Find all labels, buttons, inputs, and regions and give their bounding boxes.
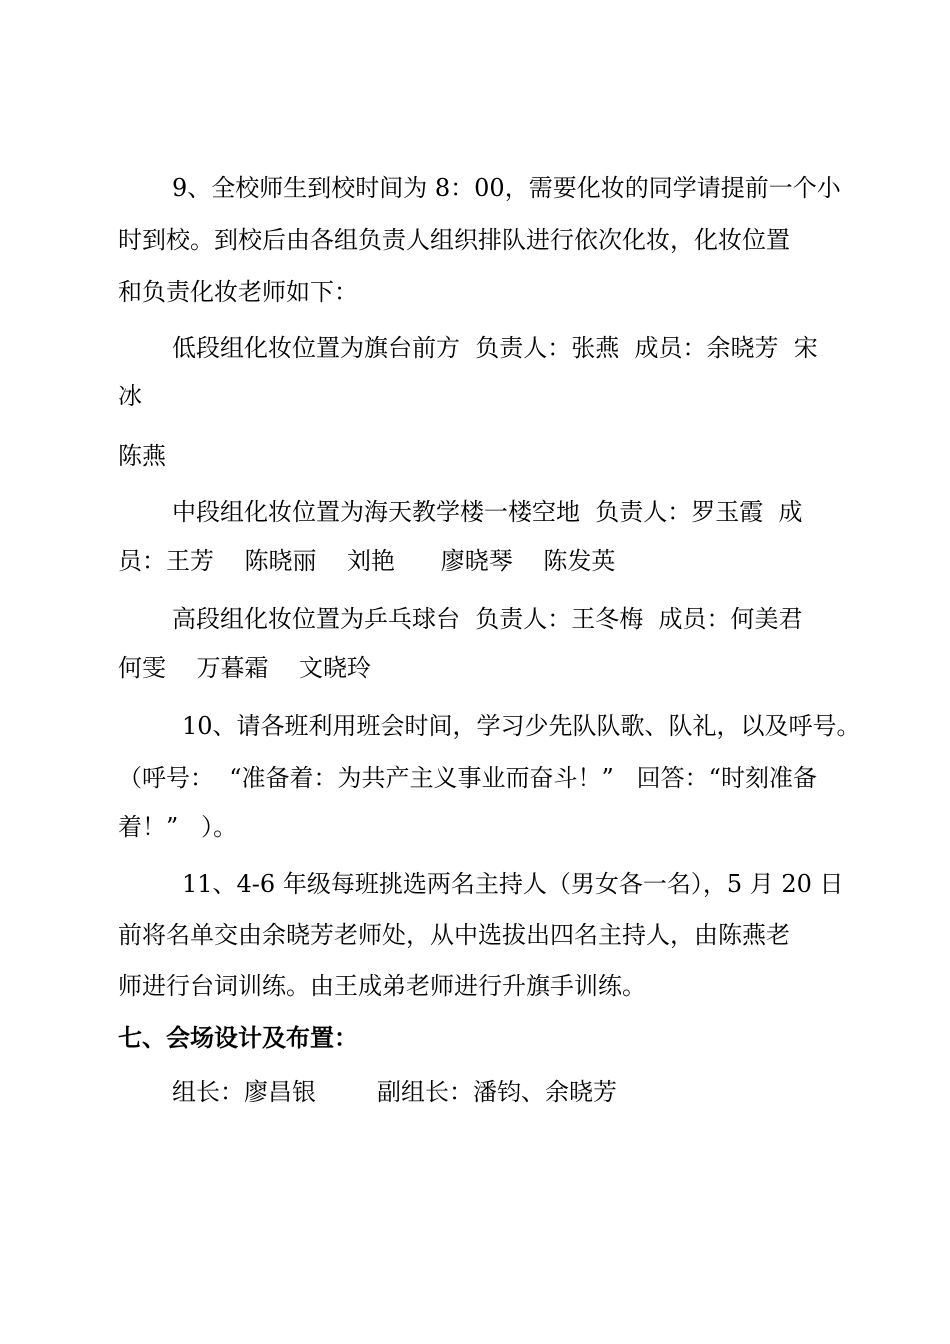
group-mid-line1: 中段组化妆位置为海天教学楼一楼空地 负责人：罗玉霞 成 bbox=[172, 498, 803, 526]
item11-line1: 11、4-6 年级每班挑选两名主持人（男女各一名），5 月 20 日 bbox=[182, 870, 844, 898]
item9-line2: 时到校。到校后由各组负责人组织排队进行依次化妆，化妆位置 bbox=[118, 226, 790, 254]
section7-heading: 七、会场设计及布置： bbox=[118, 1024, 358, 1052]
item9-line1: 9、全校师生到校时间为 8：00，需要化妆的同学请提前一个小 bbox=[172, 174, 841, 202]
group-low-line1: 低段组化妆位置为旗台前方 负责人：张燕 成员：余晓芳 宋 bbox=[172, 334, 818, 362]
group-mid-line2: 员：王芳 陈晓丽 刘艳 廖晓琴 陈发英 bbox=[118, 547, 616, 575]
group-high-line1: 高段组化妆位置为乒乓球台 负责人：王冬梅 成员：何美君 bbox=[172, 605, 803, 633]
section7-leaders: 组长：廖昌银 副组长：潘钧、余晓芳 bbox=[172, 1078, 618, 1106]
group-high-line2: 何雯 万暮霜 文晓玲 bbox=[118, 654, 372, 682]
group-low-line2: 冰 bbox=[118, 382, 142, 410]
item10-line2: （呼号： “准备着：为共产主义事业而奋斗！” 回答：“时刻准备 bbox=[118, 764, 817, 792]
item11-line2: 前将名单交由余晓芳老师处，从中选拔出四名主持人，由陈燕老 bbox=[118, 921, 790, 949]
item10-line3: 着！” ）。 bbox=[118, 813, 238, 841]
item10-line1: 10、请各班利用班会时间，学习少先队队歌、队礼，以及呼号。 bbox=[182, 712, 861, 740]
item11-line3: 师进行台词训练。由王成弟老师进行升旗手训练。 bbox=[118, 972, 646, 1000]
group-low-line3: 陈燕 bbox=[118, 442, 166, 470]
item9-line3: 和负责化妆老师如下： bbox=[118, 278, 358, 306]
